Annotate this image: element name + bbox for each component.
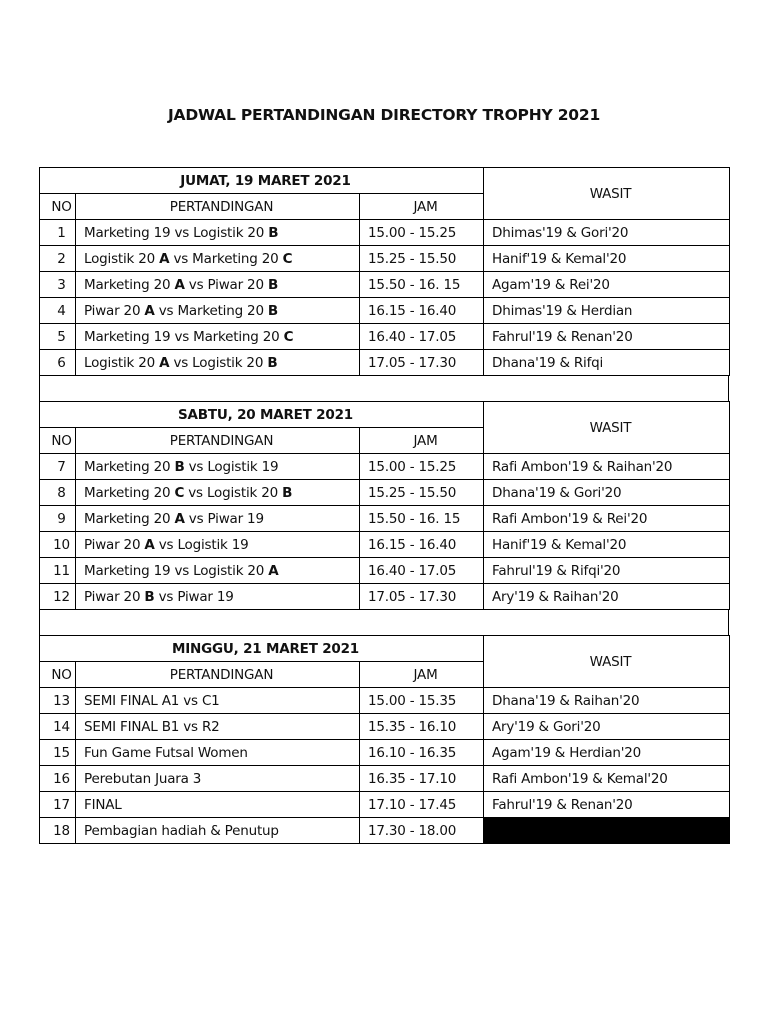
match-number: 9 <box>40 506 76 532</box>
time-header: JAM <box>360 662 484 688</box>
match-name: FINAL <box>76 792 360 818</box>
match-number: 12 <box>40 584 76 610</box>
match-number: 1 <box>40 220 76 246</box>
match-referee: Dhimas'19 & Herdian <box>484 298 730 324</box>
time-header: JAM <box>360 194 484 220</box>
match-referee: Agam'19 & Rei'20 <box>484 272 730 298</box>
match-row <box>40 324 730 350</box>
match-time: 15.00 - 15.25 <box>360 220 484 246</box>
match-time: 16.15 - 16.40 <box>360 298 484 324</box>
match-number: 7 <box>40 454 76 480</box>
match-referee <box>484 818 730 844</box>
day-table <box>39 635 730 844</box>
match-name: Marketing 20 A vs Piwar 20 B <box>76 272 360 298</box>
match-referee: Dhana'19 & Raihan'20 <box>484 688 730 714</box>
match-number: 5 <box>40 324 76 350</box>
match-time: 16.35 - 17.10 <box>360 766 484 792</box>
match-number: 8 <box>40 480 76 506</box>
match-time: 15.00 - 15.25 <box>360 454 484 480</box>
match-referee: Dhimas'19 & Gori'20 <box>484 220 730 246</box>
match-name: Logistik 20 A vs Marketing 20 C <box>76 246 360 272</box>
match-number: 6 <box>40 350 76 376</box>
match-referee: Fahrul'19 & Renan'20 <box>484 792 730 818</box>
time-header: JAM <box>360 428 484 454</box>
day-label: MINGGU, 21 MARET 2021 <box>40 636 484 662</box>
match-row <box>40 506 730 532</box>
match-name: SEMI FINAL A1 vs C1 <box>76 688 360 714</box>
match-referee: Ary'19 & Gori'20 <box>484 714 730 740</box>
match-row <box>40 558 730 584</box>
match-referee: Rafi Ambon'19 & Kemal'20 <box>484 766 730 792</box>
match-time: 15.50 - 16. 15 <box>360 506 484 532</box>
match-number: 2 <box>40 246 76 272</box>
match-name: Marketing 19 vs Logistik 20 B <box>76 220 360 246</box>
match-name: Piwar 20 B vs Piwar 19 <box>76 584 360 610</box>
match-row <box>40 298 730 324</box>
referee-header: WASIT <box>484 636 730 688</box>
match-time: 15.25 - 15.50 <box>360 246 484 272</box>
match-number: 15 <box>40 740 76 766</box>
match-referee: Dhana'19 & Gori'20 <box>484 480 730 506</box>
match-row <box>40 818 730 844</box>
match-row <box>40 584 730 610</box>
match-number: 16 <box>40 766 76 792</box>
match-name: Pembagian hadiah & Penutup <box>76 818 360 844</box>
match-time: 16.15 - 16.40 <box>360 532 484 558</box>
match-name: Marketing 19 vs Marketing 20 C <box>76 324 360 350</box>
match-number: 3 <box>40 272 76 298</box>
match-row <box>40 688 730 714</box>
match-name: Piwar 20 A vs Marketing 20 B <box>76 298 360 324</box>
match-referee: Rafi Ambon'19 & Rei'20 <box>484 506 730 532</box>
day-label: SABTU, 20 MARET 2021 <box>40 402 484 428</box>
match-time: 16.40 - 17.05 <box>360 324 484 350</box>
match-referee: Hanif'19 & Kemal'20 <box>484 246 730 272</box>
day-header-row <box>40 168 730 194</box>
match-referee: Fahrul'19 & Rifqi'20 <box>484 558 730 584</box>
match-row <box>40 272 730 298</box>
match-number: 14 <box>40 714 76 740</box>
schedule <box>39 167 729 844</box>
match-time: 15.50 - 16. 15 <box>360 272 484 298</box>
match-row <box>40 350 730 376</box>
no-header: NO <box>40 662 76 688</box>
match-name: Marketing 20 A vs Piwar 19 <box>76 506 360 532</box>
match-row <box>40 532 730 558</box>
day-table <box>39 167 730 376</box>
match-row <box>40 454 730 480</box>
no-header: NO <box>40 428 76 454</box>
match-name: Marketing 20 B vs Logistik 19 <box>76 454 360 480</box>
day-label: JUMAT, 19 MARET 2021 <box>40 168 484 194</box>
match-number: 17 <box>40 792 76 818</box>
match-header: PERTANDINGAN <box>76 428 360 454</box>
section-gap <box>39 376 729 401</box>
match-name: Logistik 20 A vs Logistik 20 B <box>76 350 360 376</box>
match-referee: Fahrul'19 & Renan'20 <box>484 324 730 350</box>
match-row <box>40 792 730 818</box>
match-name: SEMI FINAL B1 vs R2 <box>76 714 360 740</box>
page-title: JADWAL PERTANDINGAN DIRECTORY TROPHY 2021 <box>167 106 601 124</box>
match-time: 15.00 - 15.35 <box>360 688 484 714</box>
no-header: NO <box>40 194 76 220</box>
match-time: 17.05 - 17.30 <box>360 350 484 376</box>
match-time: 16.40 - 17.05 <box>360 558 484 584</box>
match-time: 17.05 - 17.30 <box>360 584 484 610</box>
match-row <box>40 766 730 792</box>
match-number: 4 <box>40 298 76 324</box>
match-name: Perebutan Juara 3 <box>76 766 360 792</box>
match-time: 17.30 - 18.00 <box>360 818 484 844</box>
match-number: 13 <box>40 688 76 714</box>
day-table <box>39 401 730 610</box>
match-row <box>40 740 730 766</box>
match-time: 15.35 - 16.10 <box>360 714 484 740</box>
section-gap <box>39 610 729 635</box>
match-time: 17.10 - 17.45 <box>360 792 484 818</box>
referee-header: WASIT <box>484 402 730 454</box>
match-number: 11 <box>40 558 76 584</box>
match-name: Marketing 20 C vs Logistik 20 B <box>76 480 360 506</box>
match-referee: Dhana'19 & Rifqi <box>484 350 730 376</box>
match-row <box>40 714 730 740</box>
match-referee: Rafi Ambon'19 & Raihan'20 <box>484 454 730 480</box>
match-referee: Hanif'19 & Kemal'20 <box>484 532 730 558</box>
match-referee: Agam'19 & Herdian'20 <box>484 740 730 766</box>
day-header-row <box>40 402 730 428</box>
match-row <box>40 480 730 506</box>
match-number: 10 <box>40 532 76 558</box>
match-row <box>40 246 730 272</box>
match-name: Fun Game Futsal Women <box>76 740 360 766</box>
match-row <box>40 220 730 246</box>
match-header: PERTANDINGAN <box>76 194 360 220</box>
referee-header: WASIT <box>484 168 730 220</box>
match-name: Marketing 19 vs Logistik 20 A <box>76 558 360 584</box>
day-header-row <box>40 636 730 662</box>
match-time: 15.25 - 15.50 <box>360 480 484 506</box>
match-referee: Ary'19 & Raihan'20 <box>484 584 730 610</box>
match-number: 18 <box>40 818 76 844</box>
match-name: Piwar 20 A vs Logistik 19 <box>76 532 360 558</box>
match-time: 16.10 - 16.35 <box>360 740 484 766</box>
match-header: PERTANDINGAN <box>76 662 360 688</box>
